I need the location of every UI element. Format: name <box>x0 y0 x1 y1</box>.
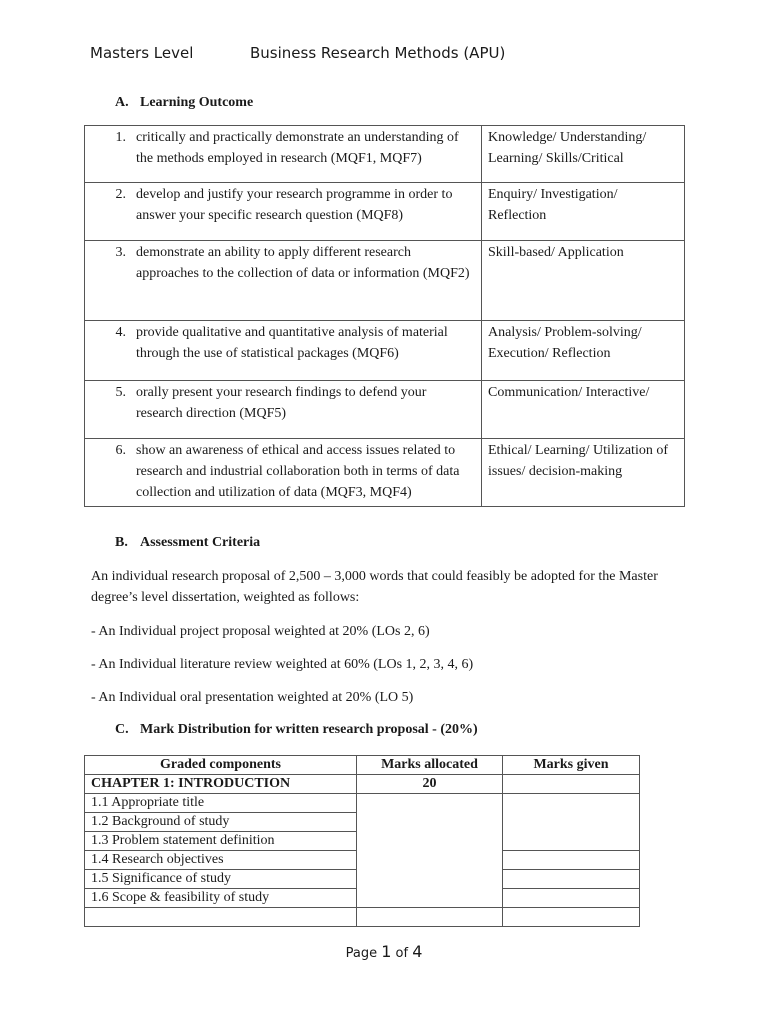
empty-cell <box>503 908 640 927</box>
section-c-letter: C. <box>115 722 129 737</box>
marks-given-cell <box>503 870 640 889</box>
marks-given-cell <box>503 775 640 794</box>
outcome-description: develop and justify your research programme in order to answer your specific research question (MQF8) <box>136 187 453 223</box>
learning-outcome-row <box>85 126 685 183</box>
marks-allocated-cell <box>357 794 503 908</box>
of-label: of <box>395 946 409 961</box>
section-b-heading <box>115 535 260 551</box>
column-header: Marks given <box>503 756 640 775</box>
outcome-description-cell <box>85 183 482 241</box>
outcome-description: show an awareness of ethical and access issues related to research and industrial collaboration both in terms of data collection and utilization of data (MQF3, MQF4) <box>136 443 460 500</box>
outcome-category: Knowledge/ Understanding/ Learning/ Skills/Critical <box>482 126 685 183</box>
page-label: Page <box>345 946 378 961</box>
assessment-item-2: - An Individual literature review weighted at 60% (LOs 1, 2, 3, 4, 6) <box>91 657 474 672</box>
component-cell: 1.4 Research objectives <box>85 851 357 870</box>
outcome-description-cell <box>85 439 482 507</box>
outcome-description-cell <box>85 321 482 381</box>
marks-given-cell <box>503 851 640 870</box>
header-level: Masters Level <box>90 44 194 62</box>
section-b-letter: B. <box>115 535 128 550</box>
outcome-category: Communication/ Interactive/ <box>482 381 685 439</box>
learning-outcome-row <box>85 321 685 381</box>
column-header: Graded components <box>85 756 357 775</box>
outcome-description: provide qualitative and quantitative analysis of material through the use of statistical packages (MQF6) <box>136 325 448 361</box>
section-b-title: Assessment Criteria <box>140 535 261 550</box>
section-a-heading <box>115 95 253 111</box>
outcome-number: 5. <box>115 385 126 400</box>
outcome-category: Analysis/ Problem-solving/ Execution/ Reflection <box>482 321 685 381</box>
table-header-row <box>85 756 640 775</box>
column-header: Marks allocated <box>357 756 503 775</box>
outcome-category: Enquiry/ Investigation/ Reflection <box>482 183 685 241</box>
page-total: 4 <box>412 942 423 961</box>
learning-outcome-row <box>85 241 685 321</box>
component-cell: 1.1 Appropriate title <box>85 794 357 813</box>
page-number: 1 <box>381 942 392 961</box>
component-cell: 1.2 Background of study <box>85 813 357 832</box>
empty-cell <box>357 908 503 927</box>
chapter-marks: 20 <box>357 775 503 794</box>
outcome-description-cell <box>85 381 482 439</box>
outcome-category: Skill-based/ Application <box>482 241 685 321</box>
section-a-title: Learning Outcome <box>140 95 254 110</box>
outcome-description: orally present your research findings to defend your research direction (MQF5) <box>136 385 427 421</box>
component-cell: 1.3 Problem statement definition <box>85 832 357 851</box>
outcome-number: 2. <box>115 187 126 202</box>
outcome-number: 1. <box>115 130 126 145</box>
section-c-heading <box>115 722 478 738</box>
outcome-category: Ethical/ Learning/ Utilization of issues/ decision-making <box>482 439 685 507</box>
learning-outcome-row <box>85 381 685 439</box>
assessment-intro: An individual research proposal of 2,500 – 3,000 words that could feasibly be adopted for the Master degree’s level dissertation, weighted as follows: <box>91 569 658 605</box>
assessment-item-1: - An Individual project proposal weighted at 20% (LOs 2, 6) <box>91 624 430 639</box>
learning-outcome-table <box>84 125 685 507</box>
assessment-item-3: - An Individual oral presentation weighted at 20% (LO 5) <box>91 690 414 705</box>
section-c-title: Mark Distribution for written research proposal - (20%) <box>140 722 478 737</box>
marks-given-cell <box>503 794 640 851</box>
empty-cell <box>85 908 357 927</box>
chapter-label: CHAPTER 1: INTRODUCTION <box>85 775 357 794</box>
table-row <box>85 908 640 927</box>
chapter-row <box>85 775 640 794</box>
outcome-number: 3. <box>115 245 126 260</box>
section-a-letter: A. <box>115 95 129 110</box>
component-cell: 1.5 Significance of study <box>85 870 357 889</box>
header-title: Business Research Methods (APU) <box>250 44 506 62</box>
outcome-description-cell <box>85 126 482 183</box>
page-footer <box>0 942 768 961</box>
outcome-number: 6. <box>115 443 126 458</box>
component-cell: 1.6 Scope & feasibility of study <box>85 889 357 908</box>
learning-outcome-row <box>85 439 685 507</box>
outcome-description: demonstrate an ability to apply different research approaches to the collection of data or information (MQF2) <box>136 245 470 281</box>
outcome-description: critically and practically demonstrate an understanding of the methods employed in research (MQF1, MQF7) <box>136 130 459 166</box>
outcome-description-cell <box>85 241 482 321</box>
outcome-number: 4. <box>115 325 126 340</box>
learning-outcome-row <box>85 183 685 241</box>
marks-given-cell <box>503 889 640 908</box>
table-row <box>85 794 640 813</box>
mark-distribution-table <box>84 755 640 927</box>
